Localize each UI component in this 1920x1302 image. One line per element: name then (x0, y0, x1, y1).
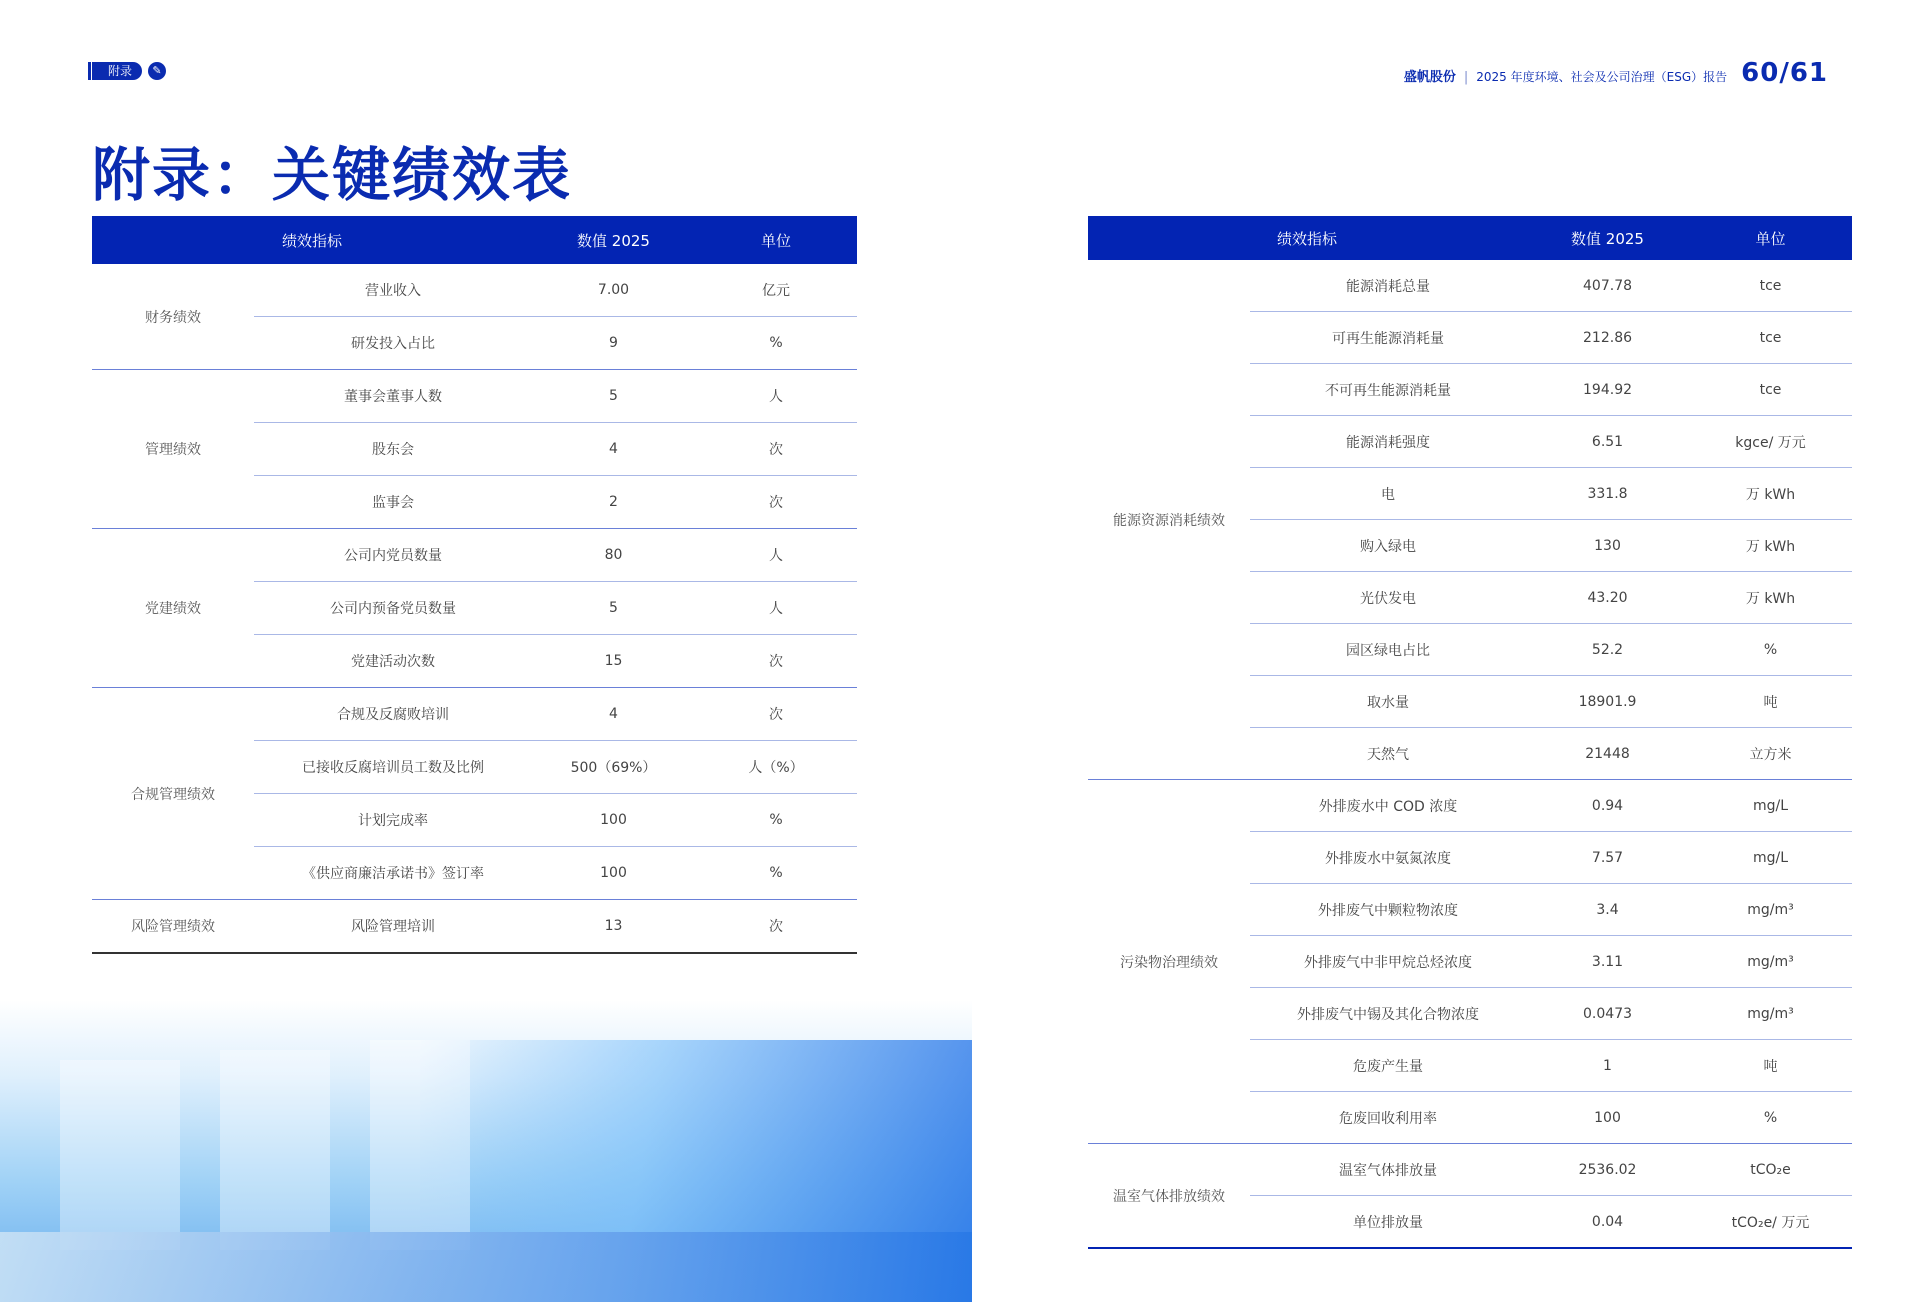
table-row (1088, 780, 1852, 832)
unit-cell: 亿元 (695, 264, 857, 317)
indicator-cell: 外排废气中颗粒物浓度 (1250, 884, 1526, 936)
value-cell: 7.57 (1526, 832, 1689, 884)
unit-cell: 次 (695, 635, 857, 688)
table-row (1088, 260, 1852, 312)
category-cell: 温室气体排放绩效 (1088, 1144, 1250, 1249)
value-cell: 212.86 (1526, 312, 1689, 364)
section-tag: 附录 (92, 62, 142, 80)
page-number: 60/61 (1741, 58, 1828, 88)
value-cell: 15 (532, 635, 695, 688)
unit-cell: mg/m³ (1689, 884, 1852, 936)
table-row (92, 264, 857, 317)
unit-cell: 次 (695, 476, 857, 529)
unit-cell: tce (1689, 260, 1852, 312)
unit-cell: % (695, 847, 857, 900)
category-cell: 风险管理绩效 (92, 900, 254, 954)
unit-cell: 人 (695, 582, 857, 635)
report-header (1404, 58, 1828, 88)
unit-cell: tCO₂e (1689, 1144, 1852, 1196)
indicator-cell: 可再生能源消耗量 (1250, 312, 1526, 364)
indicator-cell: 董事会董事人数 (254, 370, 532, 423)
section-header (92, 62, 166, 80)
unit-cell: mg/L (1689, 780, 1852, 832)
unit-cell: 立方米 (1689, 728, 1852, 780)
indicator-cell: 温室气体排放量 (1250, 1144, 1526, 1196)
indicator-cell: 危废回收利用率 (1250, 1092, 1526, 1144)
unit-cell: 次 (695, 688, 857, 741)
header-separator: | (1463, 70, 1469, 85)
header-indicator: 绩效指标 (1088, 216, 1526, 260)
value-cell: 9 (532, 317, 695, 370)
company-name: 盛帆股份 (1403, 70, 1456, 85)
value-cell: 0.0473 (1526, 988, 1689, 1040)
value-cell: 21448 (1526, 728, 1689, 780)
header-unit: 单位 (695, 216, 857, 264)
unit-cell: tce (1689, 364, 1852, 416)
indicator-cell: 《供应商廉洁承诺书》签订率 (254, 847, 532, 900)
table-row (92, 688, 857, 741)
unit-cell: 万 kWh (1689, 572, 1852, 624)
category-cell: 党建绩效 (92, 529, 254, 688)
unit-cell: mg/m³ (1689, 988, 1852, 1040)
table-row (1088, 1144, 1852, 1196)
value-cell: 500（69%） (532, 741, 695, 794)
category-cell: 财务绩效 (92, 264, 254, 370)
unit-cell: mg/L (1689, 832, 1852, 884)
value-cell: 7.00 (532, 264, 695, 317)
unit-cell: mg/m³ (1689, 936, 1852, 988)
category-cell: 污染物治理绩效 (1088, 780, 1250, 1144)
indicator-cell: 电 (1250, 468, 1526, 520)
value-cell: 80 (532, 529, 695, 582)
indicator-cell: 股东会 (254, 423, 532, 476)
indicator-cell: 外排废气中锡及其化合物浓度 (1250, 988, 1526, 1040)
value-cell: 0.94 (1526, 780, 1689, 832)
unit-cell: 次 (695, 900, 857, 954)
unit-cell: 吨 (1689, 676, 1852, 728)
value-cell: 100 (532, 847, 695, 900)
office-floor (0, 1232, 972, 1302)
header-indicator: 绩效指标 (92, 216, 532, 264)
indicator-cell: 单位排放量 (1250, 1196, 1526, 1249)
indicator-cell: 公司内预备党员数量 (254, 582, 532, 635)
indicator-cell: 不可再生能源消耗量 (1250, 364, 1526, 416)
unit-cell: tCO₂e/ 万元 (1689, 1196, 1852, 1249)
unit-cell: % (695, 317, 857, 370)
edit-circle-icon: ✎ (148, 62, 166, 80)
indicator-cell: 营业收入 (254, 264, 532, 317)
value-cell: 100 (1526, 1092, 1689, 1144)
table-header-row (92, 216, 857, 264)
value-cell: 4 (532, 688, 695, 741)
value-cell: 18901.9 (1526, 676, 1689, 728)
table-row (92, 370, 857, 423)
indicator-cell: 党建活动次数 (254, 635, 532, 688)
indicator-cell: 合规及反腐败培训 (254, 688, 532, 741)
indicator-cell: 取水量 (1250, 676, 1526, 728)
table-header-row (1088, 216, 1852, 260)
indicator-cell: 危废产生量 (1250, 1040, 1526, 1092)
header-unit: 单位 (1689, 216, 1852, 260)
unit-cell: 人（%） (695, 741, 857, 794)
table-row (92, 529, 857, 582)
indicator-cell: 风险管理培训 (254, 900, 532, 954)
value-cell: 331.8 (1526, 468, 1689, 520)
unit-cell: 吨 (1689, 1040, 1852, 1092)
window-pane (220, 1050, 330, 1250)
value-cell: 194.92 (1526, 364, 1689, 416)
indicator-cell: 研发投入占比 (254, 317, 532, 370)
indicator-cell: 能源消耗总量 (1250, 260, 1526, 312)
table-row (92, 900, 857, 954)
report-title: 2025 年度环境、社会及公司治理（ESG）报告 (1476, 70, 1728, 84)
value-cell: 5 (532, 370, 695, 423)
indicator-cell: 天然气 (1250, 728, 1526, 780)
value-cell: 43.20 (1526, 572, 1689, 624)
indicator-cell: 能源消耗强度 (1250, 416, 1526, 468)
indicator-cell: 园区绿电占比 (1250, 624, 1526, 676)
indicator-cell: 外排废水中 COD 浓度 (1250, 780, 1526, 832)
unit-cell: 次 (695, 423, 857, 476)
indicator-cell: 外排废水中氨氮浓度 (1250, 832, 1526, 884)
window-pane (60, 1060, 180, 1250)
value-cell: 4 (532, 423, 695, 476)
value-cell: 1 (1526, 1040, 1689, 1092)
indicator-cell: 监事会 (254, 476, 532, 529)
indicator-cell: 公司内党员数量 (254, 529, 532, 582)
indicator-cell: 计划完成率 (254, 794, 532, 847)
value-cell: 52.2 (1526, 624, 1689, 676)
indicator-cell: 购入绿电 (1250, 520, 1526, 572)
category-cell: 合规管理绩效 (92, 688, 254, 900)
indicator-cell: 外排废气中非甲烷总烃浓度 (1250, 936, 1526, 988)
unit-cell: 人 (695, 370, 857, 423)
header-value: 数值 2025 (1526, 216, 1689, 260)
page-title: 附录：关键绩效表 (92, 141, 573, 209)
unit-cell: tce (1689, 312, 1852, 364)
unit-cell: % (1689, 1092, 1852, 1144)
indicator-cell: 光伏发电 (1250, 572, 1526, 624)
value-cell: 100 (532, 794, 695, 847)
header-value: 数值 2025 (532, 216, 695, 264)
unit-cell: 万 kWh (1689, 520, 1852, 572)
category-cell: 管理绩效 (92, 370, 254, 529)
value-cell: 2536.02 (1526, 1144, 1689, 1196)
unit-cell: % (1689, 624, 1852, 676)
value-cell: 0.04 (1526, 1196, 1689, 1249)
kpi-table-left (92, 216, 857, 954)
value-cell: 130 (1526, 520, 1689, 572)
office-background-image (0, 1000, 972, 1302)
category-cell: 能源资源消耗绩效 (1088, 260, 1250, 780)
kpi-table-right (1088, 216, 1852, 1249)
unit-cell: % (695, 794, 857, 847)
unit-cell: kgce/ 万元 (1689, 416, 1852, 468)
value-cell: 3.4 (1526, 884, 1689, 936)
value-cell: 2 (532, 476, 695, 529)
unit-cell: 万 kWh (1689, 468, 1852, 520)
unit-cell: 人 (695, 529, 857, 582)
value-cell: 3.11 (1526, 936, 1689, 988)
value-cell: 407.78 (1526, 260, 1689, 312)
value-cell: 5 (532, 582, 695, 635)
value-cell: 6.51 (1526, 416, 1689, 468)
value-cell: 13 (532, 900, 695, 954)
indicator-cell: 已接收反腐培训员工数及比例 (254, 741, 532, 794)
window-pane (370, 1040, 470, 1250)
